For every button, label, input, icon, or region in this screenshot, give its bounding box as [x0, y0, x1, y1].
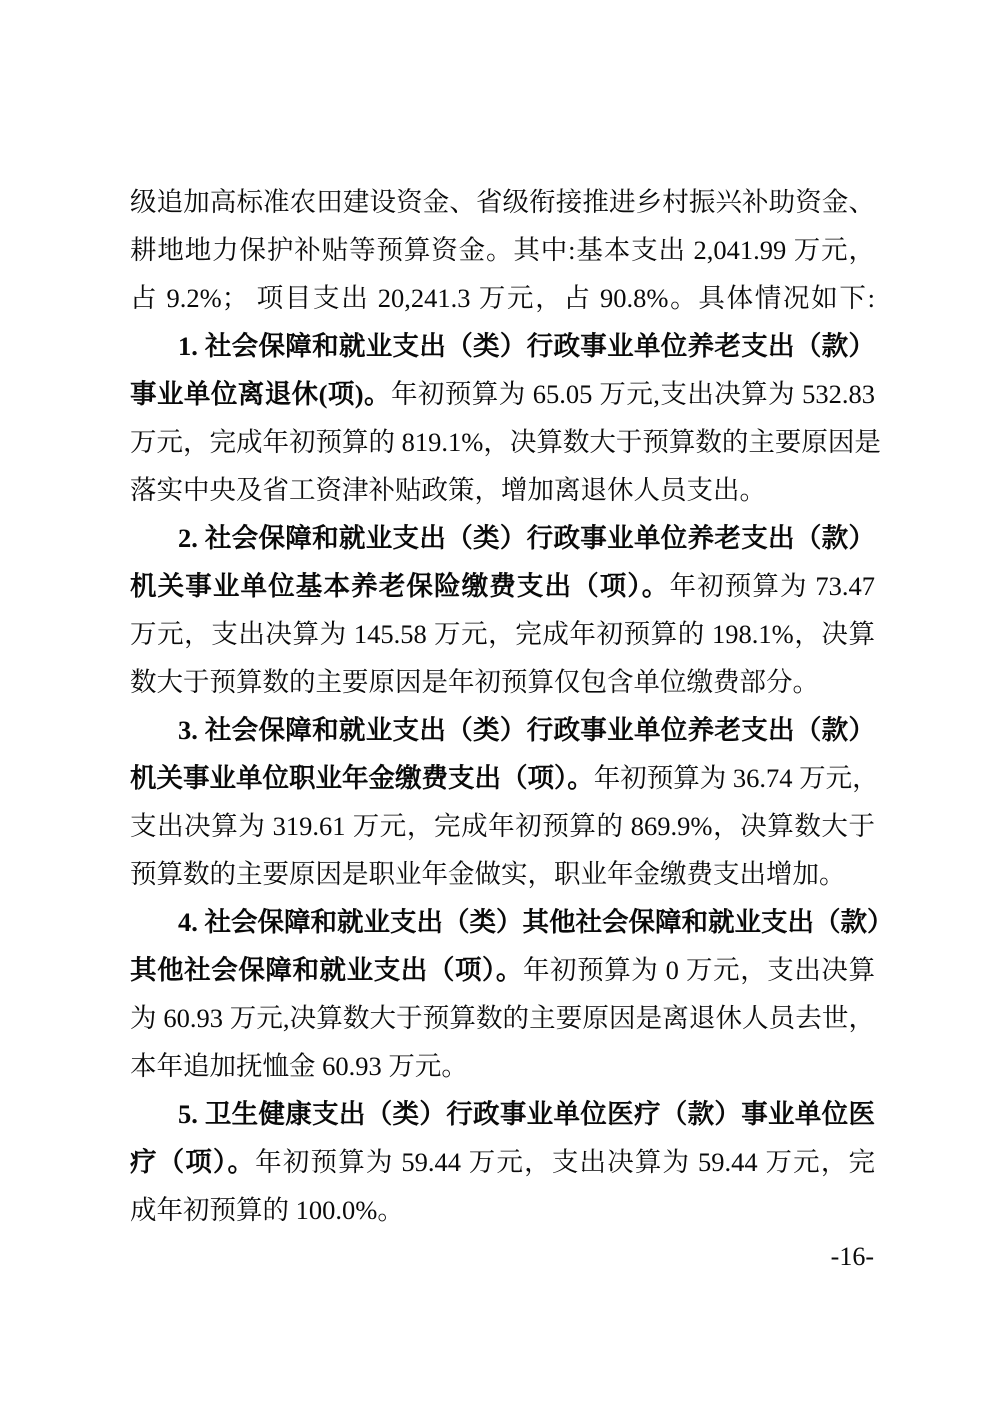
bold-text-run: 3. 社会保障和就业支出（类）行政事业单位养老支出（款）	[178, 715, 875, 745]
bold-text-run: 疗（项）。	[130, 1147, 256, 1177]
text-line	[130, 994, 875, 1042]
paragraph-item-1	[130, 322, 881, 514]
text-run: 成年初预算的 100.0%。	[130, 1195, 404, 1225]
text-run: 年初预算为 65.05 万元,支出决算为 532.83	[390, 379, 876, 409]
text-line	[130, 466, 875, 514]
text-line	[130, 802, 875, 850]
text-run: 数大于预算数的主要原因是年初预算仅包含单位缴费部分。	[130, 667, 819, 697]
text-line	[130, 850, 875, 898]
text-line	[130, 946, 875, 994]
text-line	[130, 370, 875, 418]
text-run: 年初预算为 73.47	[669, 571, 876, 601]
text-run: 年初预算为 59.44 万元，支出决算为 59.44 万元，完	[255, 1147, 876, 1177]
bold-text-run: 其他社会保障和就业支出（项）。	[130, 955, 523, 985]
paragraph-item-2	[130, 514, 875, 706]
paragraph-item-4	[130, 898, 894, 1090]
text-line	[130, 658, 875, 706]
paragraph-item-5	[130, 1090, 875, 1234]
text-run: 占 9.2%； 项目支出 20,241.3 万元，占 90.8%。具体情况如下:	[130, 283, 875, 313]
text-line	[130, 562, 875, 610]
text-line	[130, 1042, 875, 1090]
bold-text-run: 1. 社会保障和就业支出（类）行政事业单位养老支出（款）	[178, 331, 875, 361]
paragraph-item-3	[130, 706, 879, 898]
text-line	[130, 514, 875, 562]
text-line	[130, 1138, 875, 1186]
paragraph-intro-continuation	[130, 178, 875, 322]
page-number: -16-	[830, 1242, 874, 1271]
text-line	[130, 178, 875, 226]
text-line	[130, 226, 875, 274]
text-line	[130, 1090, 875, 1138]
bold-text-run: 事业单位离退休(项)。	[130, 379, 391, 409]
bold-text-run: 4. 社会保障和就业支出（类）其他社会保障和就业支出（款）	[178, 907, 894, 937]
text-line	[130, 1186, 875, 1234]
text-line	[130, 274, 875, 322]
text-run: 年初预算为 36.74 万元，	[593, 763, 879, 793]
text-run: 年初预算为 0 万元，支出决算	[522, 955, 876, 985]
text-run: 本年追加抚恤金 60.93 万元。	[130, 1051, 468, 1081]
bold-text-run: 2. 社会保障和就业支出（类）行政事业单位养老支出（款）	[178, 523, 875, 553]
text-line	[130, 898, 894, 946]
bold-text-run: 机关事业单位基本养老保险缴费支出（项）。	[130, 571, 670, 601]
text-run: 万元，完成年初预算的 819.1%，决算数大于预算数的主要原因是	[130, 427, 881, 457]
text-line	[130, 418, 881, 466]
document-body	[130, 178, 894, 1234]
text-line	[130, 706, 875, 754]
text-run: 落实中央及省工资津补贴政策，增加离退休人员支出。	[130, 475, 766, 505]
text-run: 耕地地力保护补贴等预算资金。其中:基本支出 2,041.99 万元，	[130, 235, 875, 265]
text-run: 万元，支出决算为 145.58 万元，完成年初预算的 198.1%，决算	[130, 619, 875, 649]
bold-text-run: 5. 卫生健康支出（类）行政事业单位医疗（款）事业单位医	[178, 1099, 875, 1129]
text-run: 支出决算为 319.61 万元，完成年初预算的 869.9%，决算数大于	[130, 811, 875, 841]
text-run: 级追加高标准农田建设资金、省级衔接推进乡村振兴补助资金、	[130, 187, 875, 217]
text-run: 预算数的主要原因是职业年金做实，职业年金缴费支出增加。	[130, 859, 846, 889]
text-line	[130, 322, 875, 370]
text-line	[130, 610, 875, 658]
text-line	[130, 754, 879, 802]
bold-text-run: 机关事业单位职业年金缴费支出（项）。	[130, 763, 594, 793]
text-run: 为 60.93 万元,决算数大于预算数的主要原因是离退休人员去世，	[130, 1003, 875, 1033]
